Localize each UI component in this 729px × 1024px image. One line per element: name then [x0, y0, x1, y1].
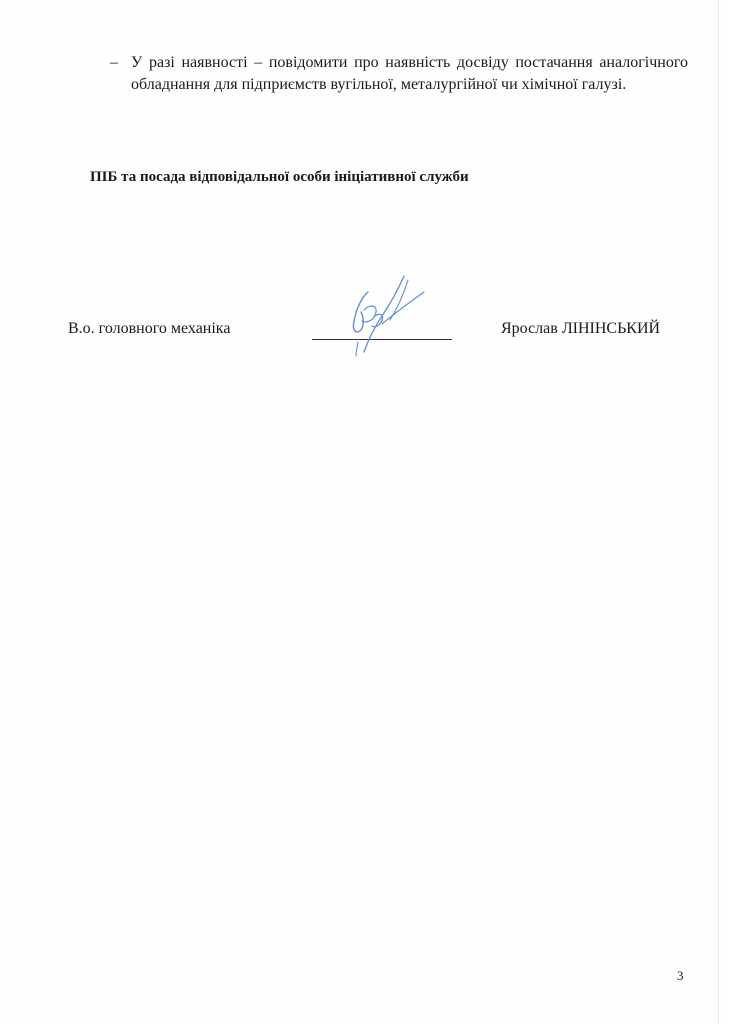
signature-stroke-sweep — [382, 292, 424, 324]
bullet-item — [110, 52, 688, 95]
handwritten-signature — [330, 268, 430, 363]
signer-name: Ярослав ЛІНІНСЬКИЙ — [501, 320, 661, 337]
signature-stroke-main — [364, 276, 404, 352]
signature-stroke-loop — [353, 292, 368, 332]
page-number: 3 — [677, 968, 684, 983]
scan-edge-line — [718, 0, 719, 1024]
bullet-text: У разі наявності – повідомити про наявність досвіду постачання аналогічного обладнання для підприємств вугільної, металургійної чи хімічної галузі. — [131, 54, 688, 93]
section-heading: ПІБ та посада відповідальної особи ініціативної служби — [90, 169, 469, 185]
signature-strokes — [353, 276, 424, 356]
signer-position: В.о. головного механіка — [68, 320, 231, 337]
signature-stroke-dot — [356, 342, 358, 356]
signature-stroke-hook — [362, 306, 376, 322]
signature-stroke-tail — [372, 314, 383, 326]
bullet-marker: – — [110, 54, 118, 71]
